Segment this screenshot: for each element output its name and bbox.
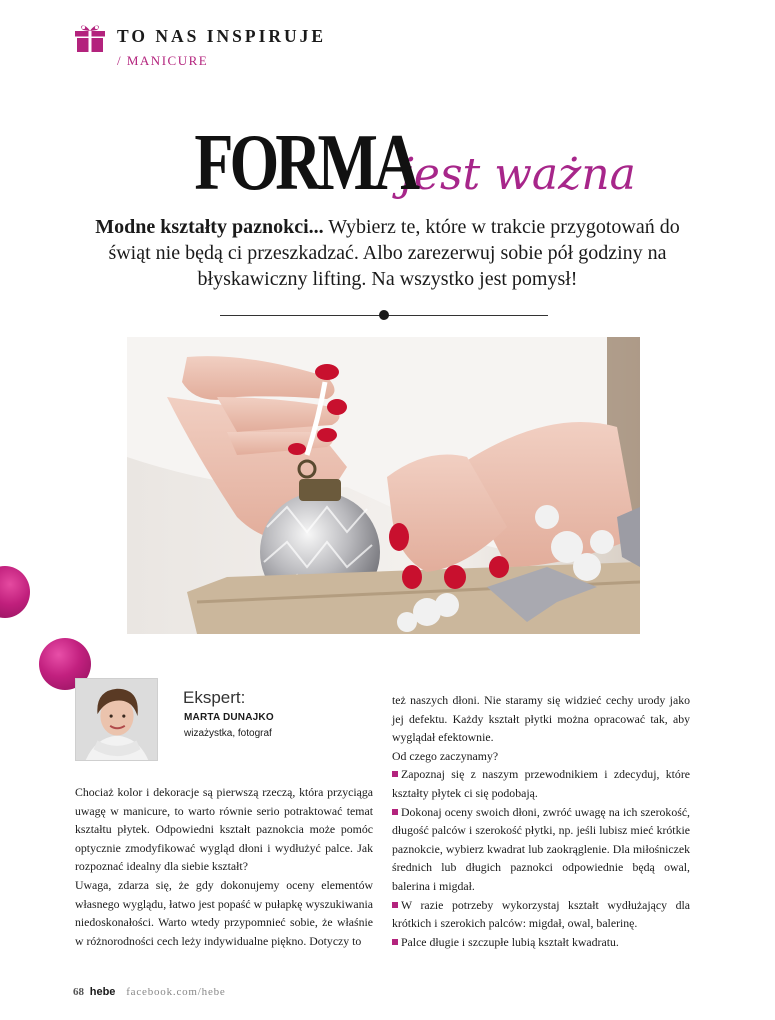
footer-url[interactable]: facebook.com/hebe xyxy=(126,986,226,998)
section-subtitle: / MANICURE xyxy=(117,53,209,68)
lead-paragraph xyxy=(92,214,683,292)
paragraph: Chociaż kolor i dekoracje są pierwszą rzeczą, która przyciąga uwagę w manicure, to warto równie serio potraktować temat kształtu płytek. Odpowiedni kształt paznokcia może pomóc optycznie zmodyfikować wygląd dłoni i wydłużyć palce. Jak rozpoznać idealny dla siebie kształt? xyxy=(75,785,373,874)
bullet-item: Zapoznaj się z naszym przewodnikiem i zdecyduj, które kształty płytek ci się podobają. xyxy=(392,765,690,802)
lead-text: Wybierz te, które w trakcie przygotowań do świąt nie będą ci przeszkadzać. Albo zarezerwuj sobie pół godziny na błyskawiczny lifting. Na wszystko jest pomysł! xyxy=(108,216,680,290)
bullet-item: Palce długie i szczupłe lubią kształt kwadratu. xyxy=(392,933,690,952)
expert-label: Ekspert: xyxy=(183,688,246,707)
christmas-bauble-manicure-photo xyxy=(127,337,640,634)
brand-logo: hebe xyxy=(89,986,116,998)
expert-name: MARTA DUNAJKO xyxy=(184,712,274,723)
expert-role: wizażystka, fotograf xyxy=(184,728,272,739)
divider-dot xyxy=(379,310,389,320)
paragraph: też naszych dłoni. Nie staramy się widzieć cechy urody jako jej defektu. Każdy kształt płytki można opracować tak, aby wyglądał efektownie. xyxy=(392,693,690,745)
bullet-item: W razie potrzeby wykorzystaj kształt wydłużający dla krótkich i szerokich palców: migdał, owal, balerinę. xyxy=(392,896,690,933)
pink-bauble-decoration xyxy=(0,566,30,618)
article-column-right xyxy=(392,691,690,951)
expert-avatar xyxy=(75,678,158,761)
bullet-item: Dokonaj oceny swoich dłoni, zwróć uwagę na ich szerokość, długość palców i szerokość płytki, np. jeśli lubisz mieć krótkie paznokcie, wybierz kwadrat lub zaokrąglenie. Dla miłośniczek średnich lub długich paznokci odpowiednie będą owal, balerina i migdał. xyxy=(392,803,690,896)
page-footer xyxy=(73,986,226,998)
headline-script: jest ważna xyxy=(400,149,636,200)
subheading-question: Od czego zaczynamy? xyxy=(392,748,499,763)
lead-bold: Modne kształty paznokci... xyxy=(95,216,324,238)
headline xyxy=(0,118,775,209)
article-column-left xyxy=(75,783,373,950)
paragraph: Uwaga, zdarza się, że gdy dokonujemy oceny elementów własnego wyglądu, łatwo jest popaść w pułapkę wyszukiwania niedoskonałości. Warto wtedy przypomnieć sobie, że właśnie w różnorodności cech leży indywidualne piękno. Dotyczy to xyxy=(75,877,373,948)
headline-main: FORMA xyxy=(194,119,417,207)
section-title: TO NAS INSPIRUJE xyxy=(117,26,327,46)
gift-icon xyxy=(74,22,106,52)
page-number: 68 xyxy=(73,986,84,998)
